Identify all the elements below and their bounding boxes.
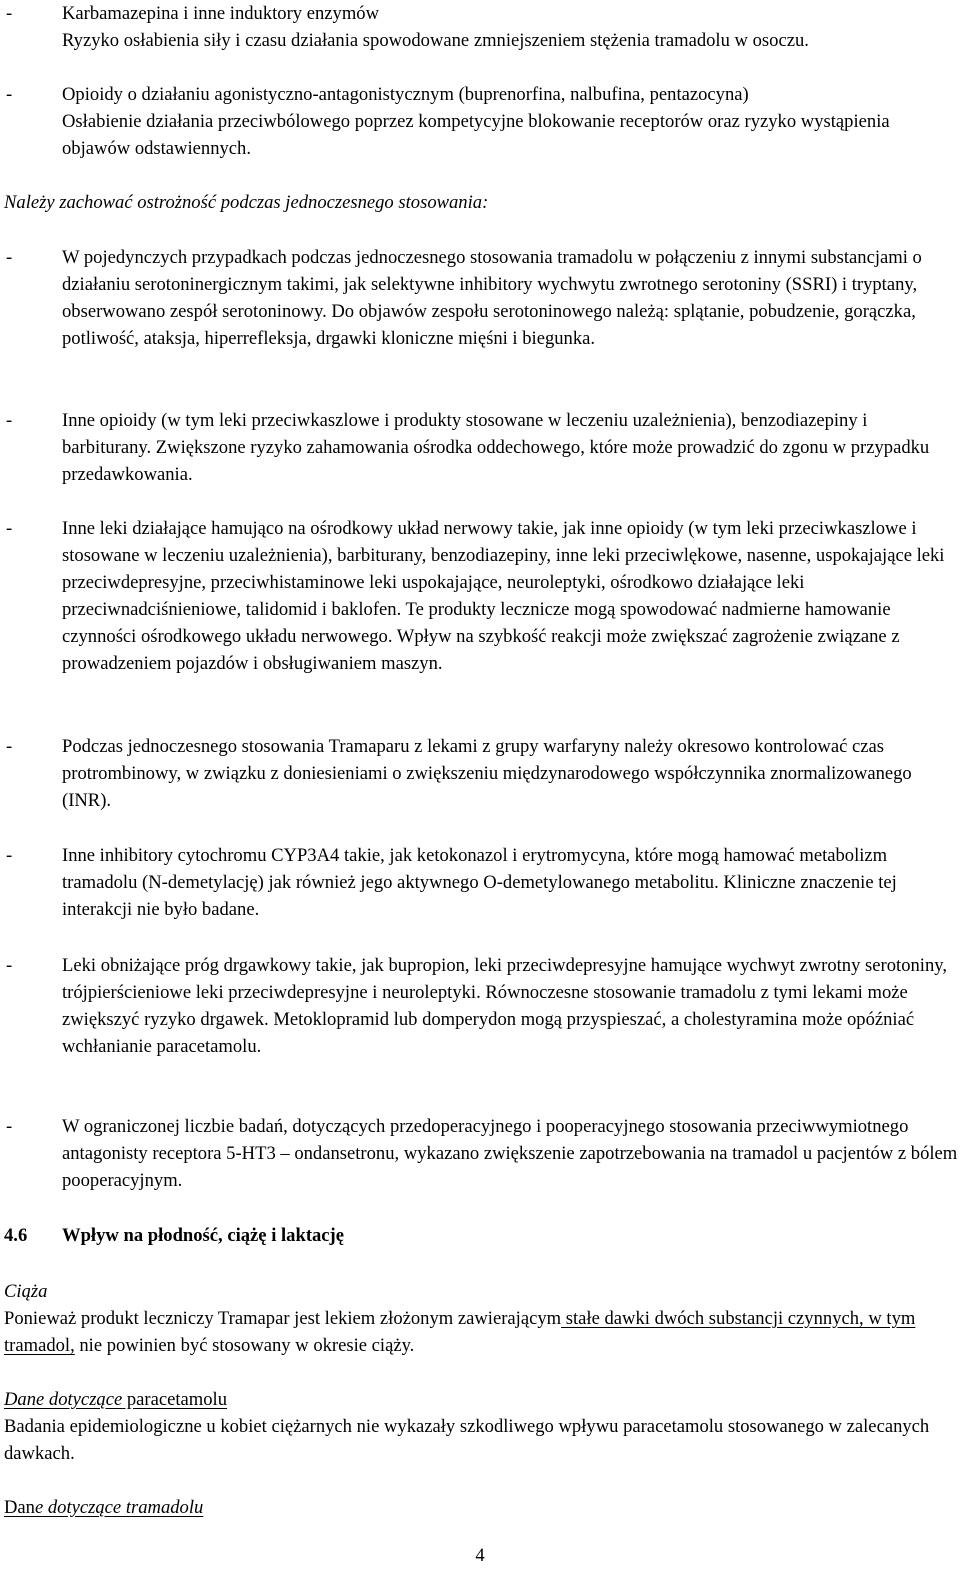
list-item xyxy=(0,81,958,162)
list-item xyxy=(0,407,958,488)
list-item-text: Inne leki działające hamująco na ośrodkowy układ nerwowy takie, jak inne opioidy (w tym leki przeciwkaszlowe i stosowane w leczeniu uzależnienia), barbiturany, benzodiazepiny, inne leki przeciwlękowe, nasenne, uspokajające leki przeciwdepresyjne, przeciwhistaminowe leki uspokajające, neuroleptyki, ośrodkowo działające leki przeciwnadciśnieniowe, talidomid i baklofen. Te produkty lecznicze mogą spowodować nadmierne hamowanie czynności ośrodkowego układu nerwowego. Wpływ na szybkość reakcji może zwiększać zagrożenie związane z prowadzeniem pojazdów i obsługiwaniem maszyn. xyxy=(62,518,945,674)
bullet-dash: - xyxy=(6,845,13,866)
paracetamol-heading xyxy=(0,1386,960,1413)
pregnancy-text-part: nie powinien być stosowany w okresie ciąży. xyxy=(74,1335,415,1356)
bullet-dash: - xyxy=(6,955,13,976)
list-item xyxy=(0,0,958,54)
list-item-text: Ryzyko osłabienia siły i czasu działania spowodowane zmniejszeniem stężenia tramadolu w osoczu. xyxy=(62,30,809,51)
list-item-title: Opioidy o działaniu agonistyczno-antagonistycznym (buprenorfina, nalbufina, pentazocyna) xyxy=(62,84,749,105)
bullet-dash: - xyxy=(6,247,13,268)
list-item xyxy=(0,244,958,352)
list-item-text: Leki obniżające próg drgawkowy takie, jak bupropion, leki przeciwdepresyjne hamujące wychwyt zwrotny serotoniny, trójpierścieniowe leki przeciwdepresyjne i neuroleptyki. Równoczesne stosowanie tramadolu z tymi lekami może zwiększyć ryzyko drgawek. Metoklopramid lub domperydon mogą przyspieszać, a cholestyramina może opóźniać wchłanianie paracetamolu. xyxy=(62,955,947,1057)
list-item-text: Osłabienie działania przeciwbólowego poprzez kompetycyjne blokowanie receptorów oraz ryzyko wystąpienia objawów odstawiennych. xyxy=(62,111,890,159)
bullet-dash: - xyxy=(6,410,13,431)
paracetamol-text: Badania epidemiologiczne u kobiet ciężarnych nie wykazały szkodliwego wpływu paracetamolu stosowanego w zalecanych dawkach. xyxy=(4,1416,930,1464)
tramadol-heading-plain: Dan xyxy=(4,1497,35,1518)
bullet-dash: - xyxy=(6,736,13,757)
bullet-dash: - xyxy=(6,518,13,539)
list-item-text: W ograniczonej liczbie badań, dotyczących przedoperacyjnego i pooperacyjnego stosowania przeciwwymiotnego antagonisty receptora 5-HT3 – ondansetronu, wykazano zwiększenie zapotrzebowania na tramadol u pacjentów z bólem pooperacyjnym. xyxy=(62,1116,958,1191)
list-item xyxy=(0,842,958,923)
paracetamol-heading-italic: Dane dotyczące xyxy=(4,1389,123,1410)
list-item xyxy=(0,515,958,677)
tramadol-heading xyxy=(0,1494,960,1521)
bullet-dash: - xyxy=(6,84,13,105)
section-number: 4.6 xyxy=(4,1225,28,1246)
list-item-title: Karbamazepina i inne induktory enzymów xyxy=(62,3,380,24)
list-item-text: Inne opioidy (w tym leki przeciwkaszlowe i produkty stosowane w leczeniu uzależnienia), benzodiazepiny i barbiturany. Zwiększone ryzyko zahamowania ośrodka oddechowego, które może prowadzić do zgonu w przypadku przedawkowania. xyxy=(62,410,930,485)
pregnancy-text-underlined: stałe dawki dwóch substancji czynnych, w tym tramadol, xyxy=(4,1308,916,1356)
page-number: 4 xyxy=(475,1545,485,1566)
pregnancy-text-part: Ponieważ produkt leczniczy Tramapar jest lekiem złożonym zawierającym xyxy=(4,1308,562,1329)
bullet-dash: - xyxy=(6,3,13,24)
section-heading xyxy=(0,1222,958,1249)
pregnancy-text xyxy=(0,1305,960,1359)
pregnancy-heading: Ciąża xyxy=(4,1281,48,1302)
tramadol-heading-italic: e dotyczące tramadolu xyxy=(34,1497,204,1518)
list-item-text: W pojedynczych przypadkach podczas jednoczesnego stosowania tramadolu w połączeniu z innymi substancjami o działaniu serotoninergicznym takimi, jak selektywne inhibitory wychwytu zwrotnego serotoniny (SSRI) i tryptany, obserwowano zespół serotoninowy. Do objawów zespołu serotoninowego należą: splątanie, pobudzenie, gorączka, potliwość, ataksja, hiperrefleksja, drgawki kloniczne mięśni i biegunka. xyxy=(62,247,922,349)
bullet-dash: - xyxy=(6,1116,13,1137)
list-item-text: Podczas jednoczesnego stosowania Tramaparu z lekami z grupy warfaryny należy okresowo kontrolować czas protrombinowy, w związku z doniesieniami o zwiększeniu międzynarodowego współczynnika znormalizowanego (INR). xyxy=(62,736,912,811)
paracetamol-heading-rest: paracetamolu xyxy=(122,1389,228,1410)
list-item xyxy=(0,733,958,814)
list-item xyxy=(0,952,958,1060)
list-item-text: Inne inhibitory cytochromu CYP3A4 takie, jak ketokonazol i erytromycyna, które mogą hamować metabolizm tramadolu (N-demetylację) jak również jego aktywnego O-demetylowanego metabolitu. Kliniczne znaczenie tej interakcji nie było badane. xyxy=(62,845,897,920)
section-title: Wpływ na płodność, ciążę i laktację xyxy=(62,1225,345,1246)
caution-heading: Należy zachować ostrożność podczas jednoczesnego stosowania: xyxy=(4,192,489,213)
list-item xyxy=(0,1113,958,1194)
